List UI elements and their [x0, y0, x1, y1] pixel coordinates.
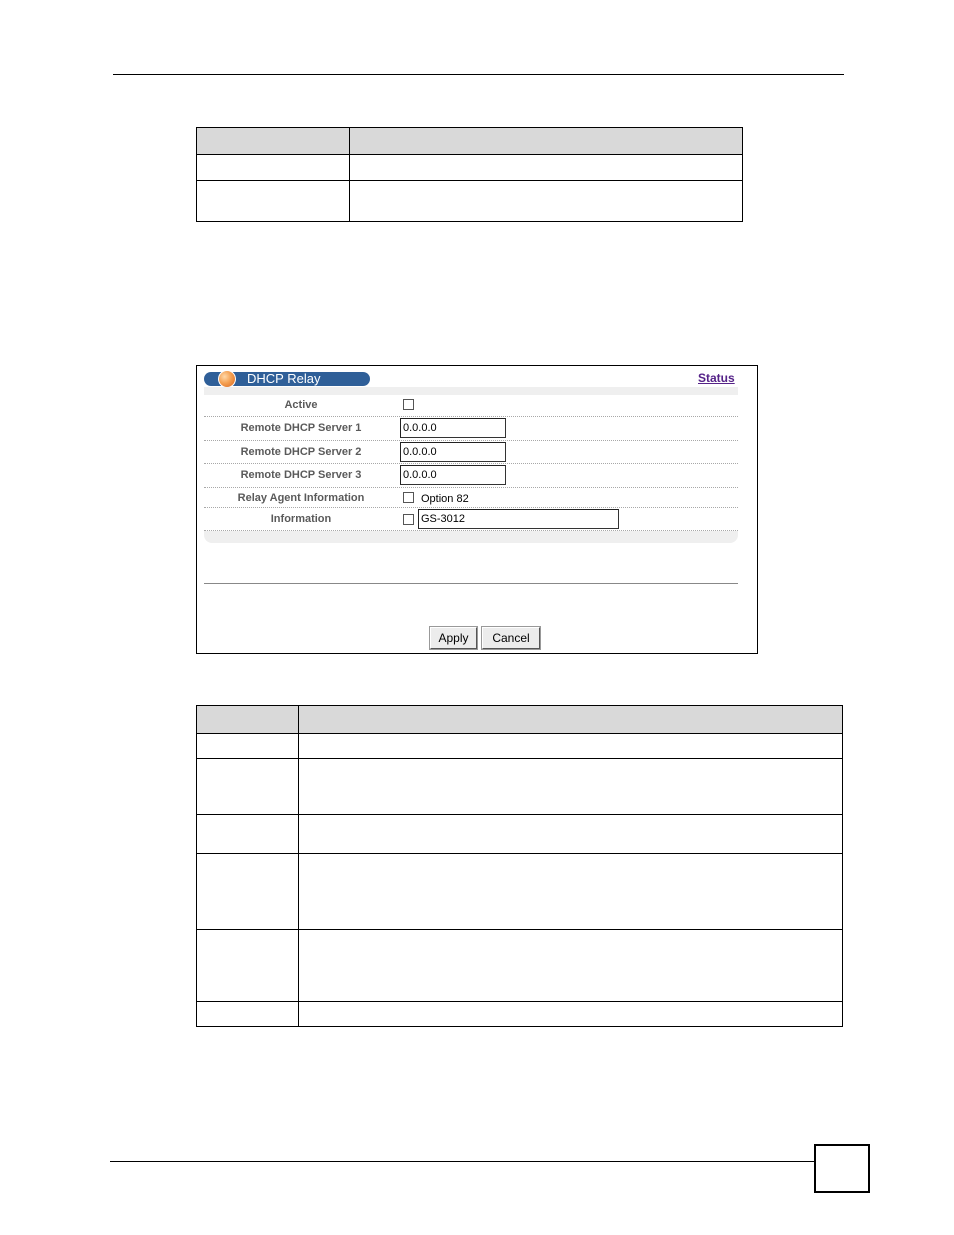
table-cell	[197, 706, 299, 734]
form-row-information	[204, 508, 738, 531]
page-header-rule	[113, 74, 844, 75]
table-header-row	[197, 128, 743, 155]
table-cell	[299, 734, 843, 759]
table-row	[197, 815, 843, 854]
form-divider	[204, 583, 738, 584]
table-row	[197, 854, 843, 930]
table-cell	[197, 1002, 299, 1027]
server1-input[interactable]	[400, 418, 506, 438]
option82-label: Option 82	[421, 493, 469, 505]
table-cell	[299, 759, 843, 815]
table-cell	[350, 128, 743, 155]
cancel-button[interactable]: Cancel	[482, 627, 540, 649]
table-row	[197, 1002, 843, 1027]
table-row	[197, 930, 843, 1002]
apply-button[interactable]: Apply	[430, 627, 477, 649]
table-cell	[197, 181, 350, 222]
server1-label: Remote DHCP Server 1	[240, 422, 362, 434]
title-bar	[204, 372, 370, 386]
table-header-row	[197, 706, 843, 734]
table-row	[197, 734, 843, 759]
form-row-server1	[204, 417, 738, 441]
form-row-server2	[204, 441, 738, 464]
table-row	[197, 759, 843, 815]
server2-input[interactable]	[400, 442, 506, 462]
table-cell	[350, 155, 743, 181]
form-row-server3	[204, 464, 738, 488]
table-row	[197, 155, 743, 181]
relay-agent-label: Relay Agent Information	[237, 492, 365, 504]
table-cell	[299, 854, 843, 930]
table-cell	[299, 706, 843, 734]
table-cell	[197, 155, 350, 181]
form-row-relay-agent	[204, 488, 738, 508]
table-cell	[197, 854, 299, 930]
table-cell	[299, 815, 843, 854]
screen-title: DHCP Relay	[247, 371, 321, 386]
table-cell	[350, 181, 743, 222]
server3-label: Remote DHCP Server 3	[240, 469, 362, 481]
form-area	[204, 387, 738, 543]
table-cell	[197, 759, 299, 815]
page-footer-rule	[110, 1161, 815, 1162]
table-row	[197, 181, 743, 222]
information-input[interactable]	[418, 509, 619, 529]
server2-label: Remote DHCP Server 2	[240, 446, 362, 458]
dhcp-relay-screen	[196, 365, 758, 654]
table-cell	[197, 128, 350, 155]
description-table-bottom	[196, 705, 843, 1027]
table-cell	[197, 815, 299, 854]
option82-checkbox[interactable]	[403, 492, 414, 503]
server3-input[interactable]	[400, 465, 506, 485]
table-cell	[299, 930, 843, 1002]
status-link[interactable]: Status	[698, 371, 735, 385]
form-row-active	[204, 395, 738, 417]
information-label: Information	[270, 513, 332, 525]
information-checkbox[interactable]	[403, 514, 414, 525]
orange-orb-icon	[218, 370, 236, 388]
table-cell	[299, 1002, 843, 1027]
table-cell	[197, 734, 299, 759]
active-label: Active	[284, 399, 318, 411]
page-number-box	[814, 1144, 870, 1193]
description-table-top	[196, 127, 743, 222]
table-cell	[197, 930, 299, 1002]
active-checkbox[interactable]	[403, 399, 414, 410]
